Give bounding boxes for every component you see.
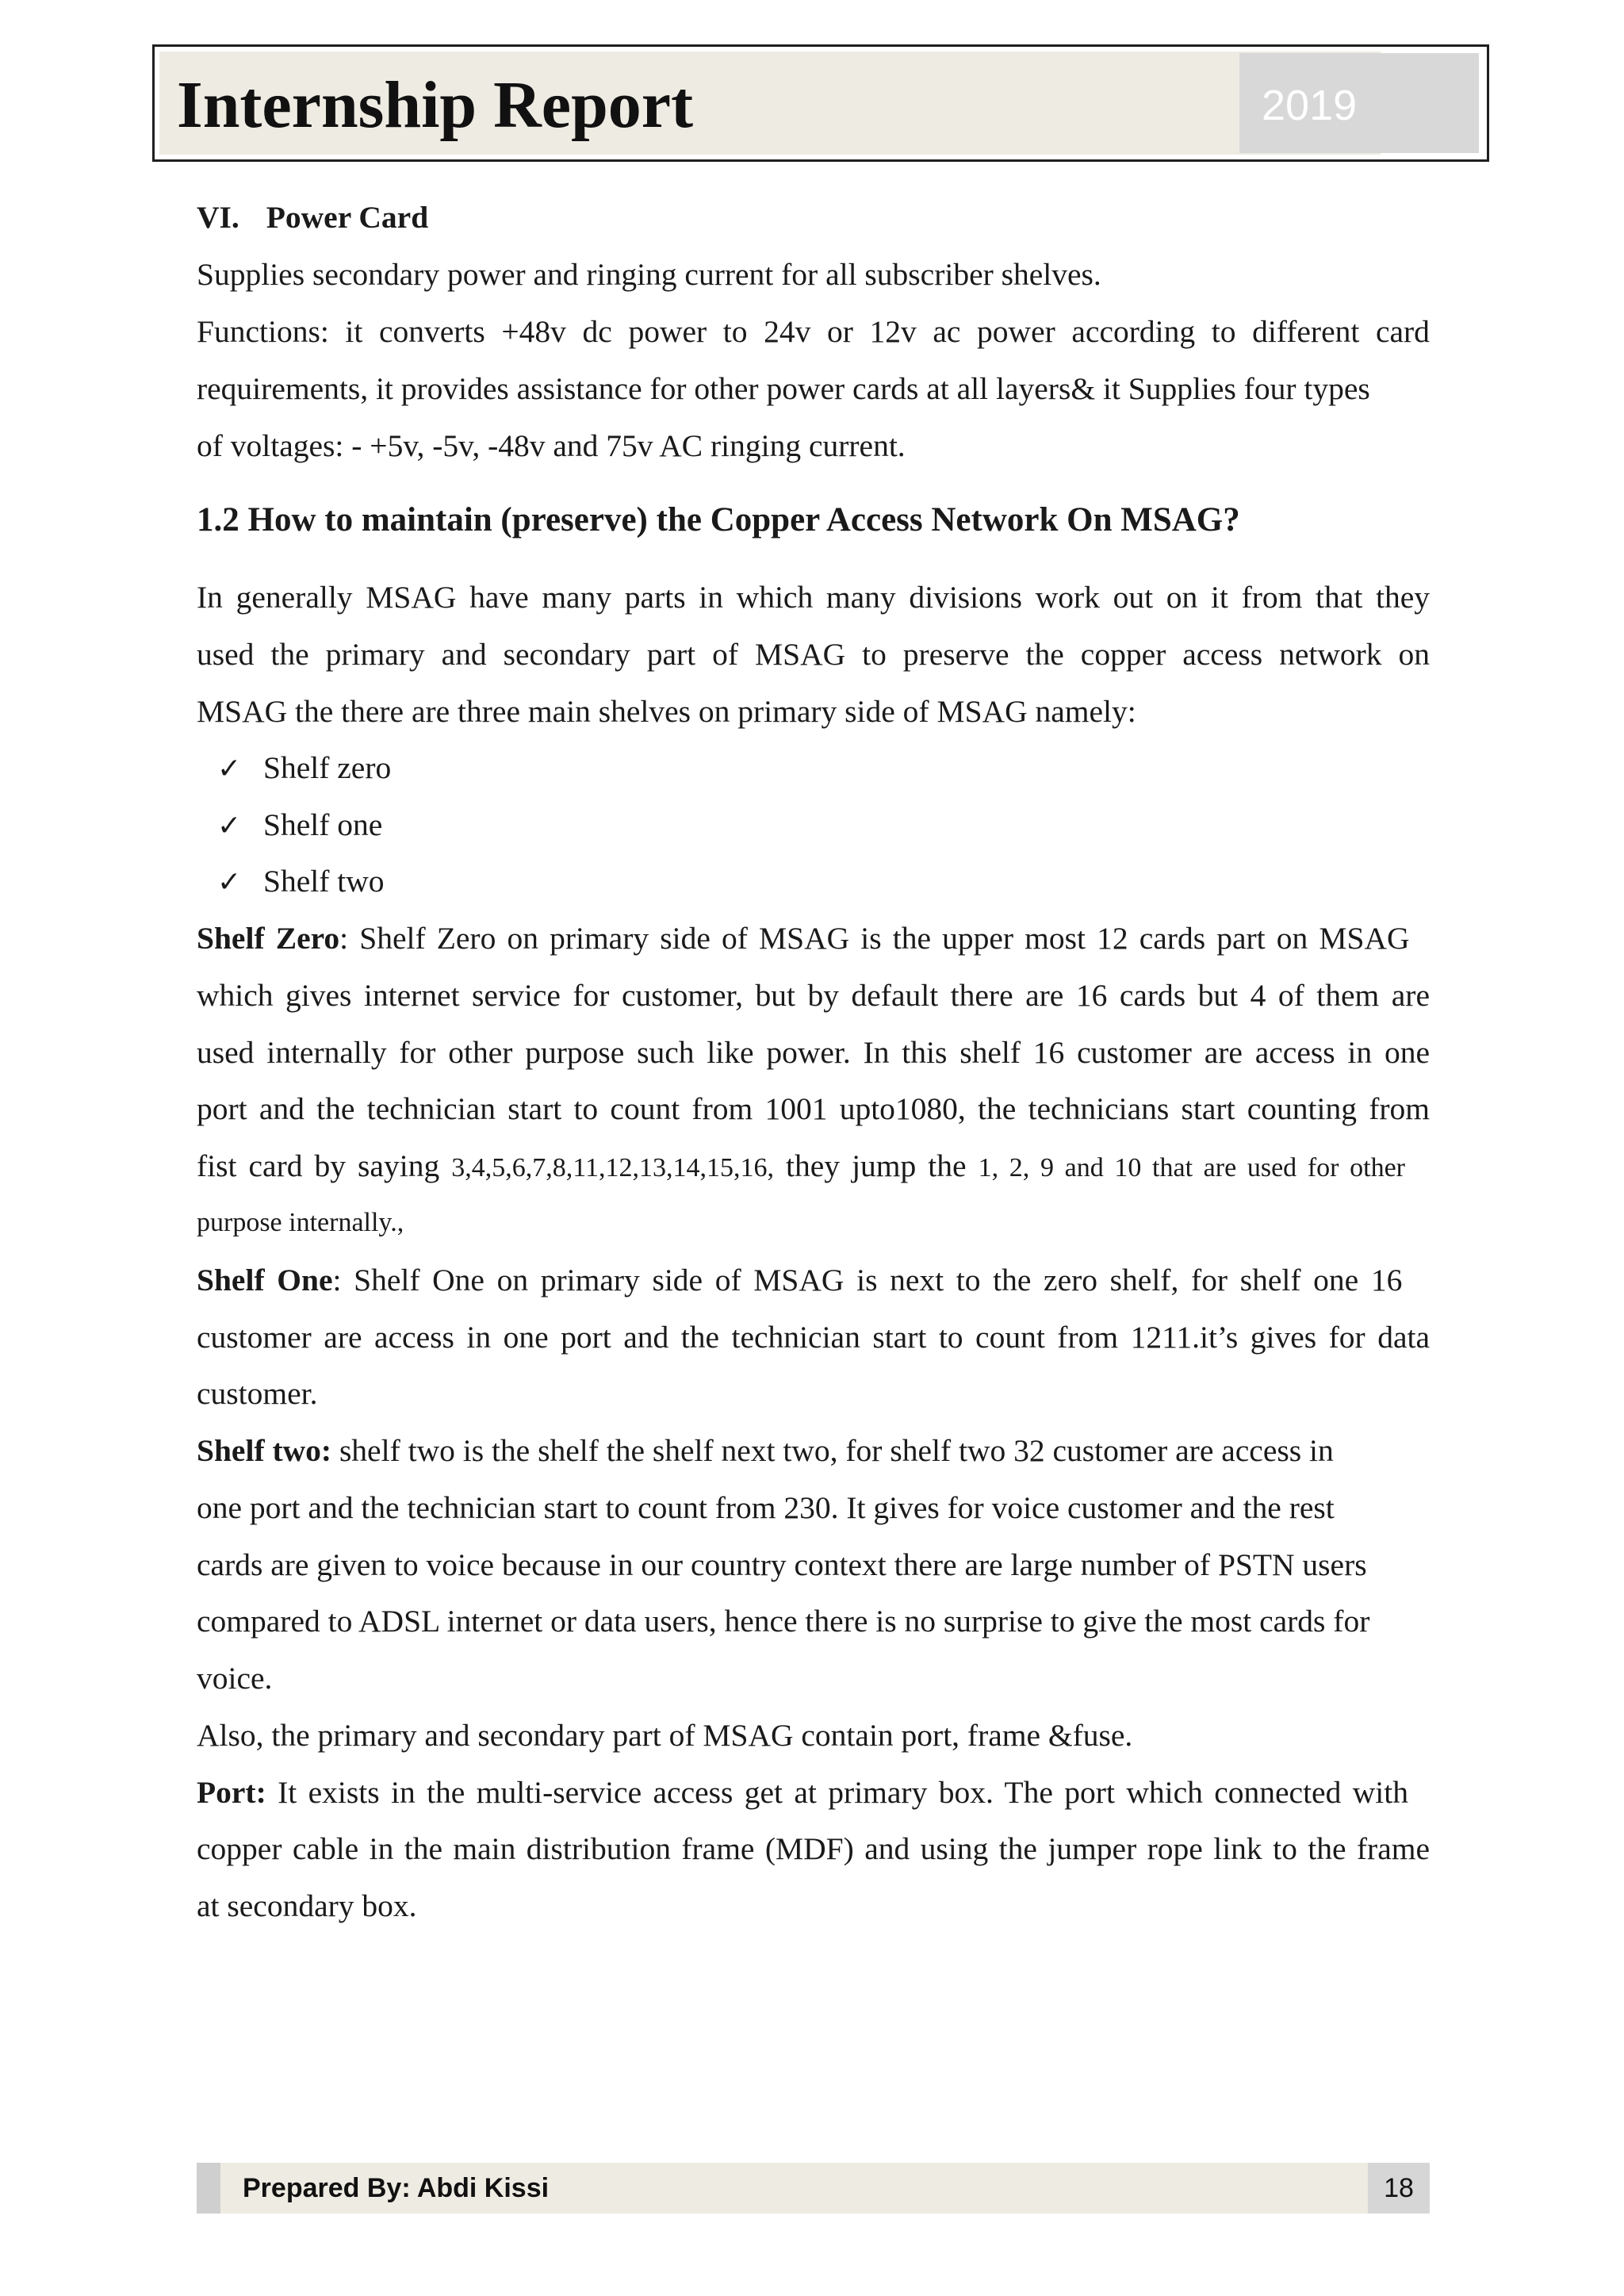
functions-line-2: requirements, it provides assistance for other power cards at all layers& it Supplies four types [197,371,1370,406]
shelf-zero-line-5 [197,1147,1405,1187]
shelf-zero-label: Shelf Zero [197,921,340,956]
shelf-zero-line-2: which gives internet service for customer, but by default there are 16 cards but 4 of them are [197,978,1430,1013]
shelf-list-item [217,862,385,902]
shelf-zero-card-list: 3,4,5,6,7,8,11,12,13,14,15,16, [451,1153,774,1182]
functions-word: 24v [764,314,811,349]
functions-word: converts [378,314,485,349]
section-vi-number: VI. [197,200,239,235]
shelf-list-item-label: Shelf zero [263,750,392,785]
shelf-zero-line-3: used internally for other purpose such like power. In this shelf 16 customer are access in one [197,1035,1430,1070]
port-text: It exists in the multi-service access get at primary box. The port which connected with [266,1775,1408,1810]
footer-page-box [1368,2163,1430,2214]
shelf-two-label: Shelf two: [197,1433,332,1468]
section-1-2-para-line-1: In generally MSAG have many parts in which many divisions work out on it from that they [197,580,1430,615]
shelf-two-line-1 [197,1432,1334,1470]
shelf-list-item-label: Shelf two [263,864,385,899]
functions-word: or [826,314,853,349]
footer-prepared-by: Prepared By: Abdi Kissi [243,2173,550,2203]
section-1-2-para-line-2: used the primary and secondary part of MSAG to preserve the copper access network on [197,637,1430,672]
functions-word: dc [582,314,612,349]
footer-accent-bar [197,2163,220,2214]
checkmark-icon: ✓ [217,810,242,842]
shelf-two-line-3: cards are given to voice because in our country context there are large number of PSTN users [197,1547,1367,1582]
shelf-two-line-4: compared to ADSL internet or data users, hence there is no surprise to give the most cards for [197,1604,1370,1639]
shelf-two-line-2: one port and the technician start to count from 230. It gives for voice customer and the rest [197,1490,1335,1525]
functions-word: power [977,314,1055,349]
shelf-zero-skipped-cards: 1, 2, 9 and 10 that are used for other [978,1153,1405,1182]
power-card-description: Supplies secondary power and ringing current for all subscriber shelves. [197,257,1101,292]
shelf-one-line-3: customer. [197,1376,318,1411]
shelf-zero-text: : Shelf Zero on primary side of MSAG is the upper most 12 cards part on MSAG [339,921,1410,956]
functions-word: different [1252,314,1360,349]
also-line: Also, the primary and secondary part of MSAG contain port, frame &fuse. [197,1718,1133,1753]
functions-line-3: of voltages: - +5v, -5v, -48v and 75v AC ringing current. [197,428,906,463]
shelf-one-line-2: customer are access in one port and the technician start to count from 1211.it’s gives for data [197,1320,1430,1355]
shelf-two-text: shelf two is the shelf the shelf next two, for shelf two 32 customer are access in [331,1433,1334,1468]
shelf-zero-text: they jump the [773,1148,979,1183]
shelf-zero-line-4: port and the technician start to count from 1001 upto1080, the technicians start counting from [197,1091,1430,1126]
functions-word: according [1071,314,1196,349]
functions-word: +48v [501,314,566,349]
port-line-2: copper cable in the main distribution frame (MDF) and using the jumper rope link to the frame [197,1831,1430,1866]
report-title: Internship Report [177,68,694,142]
functions-word: ac [933,314,961,349]
functions-word: Functions: [197,314,329,349]
shelf-list-item [217,806,382,845]
port-line-3: at secondary box. [197,1888,417,1923]
section-1-2-heading: 1.2 How to maintain (preserve) the Copper Access Network On MSAG? [197,501,1240,539]
functions-word: to [722,314,748,349]
shelf-zero-text: fist card by saying [197,1148,452,1183]
page-header [152,44,1489,162]
section-1-2-para-line-3: MSAG the there are three main shelves on primary side of MSAG namely: [197,694,1136,729]
functions-word: it [345,314,363,349]
functions-word: to [1211,314,1236,349]
port-label: Port: [197,1775,266,1810]
header-title-box [159,52,1381,155]
functions-word: 12v [869,314,917,349]
section-vi-title: Power Card [266,200,429,235]
shelf-zero-line-1 [197,919,1410,957]
shelf-list-item [217,749,391,788]
report-year: 2019 [1262,82,1358,129]
functions-line [197,312,1430,351]
shelf-one-label: Shelf One [197,1263,333,1297]
shelf-one-line-1 [197,1261,1402,1299]
section-vi-heading [197,198,428,236]
functions-word: power [628,314,707,349]
page-number: 18 [1384,2173,1414,2203]
port-line-1 [197,1773,1408,1811]
shelf-zero-line-6: purpose internally., [197,1208,404,1237]
shelf-two-line-5: voice. [197,1661,273,1696]
shelf-list-item-label: Shelf one [263,807,383,842]
page-footer [197,2163,1430,2214]
checkmark-icon: ✓ [217,866,242,899]
functions-word: card [1375,314,1430,349]
checkmark-icon: ✓ [217,753,242,785]
header-year-box [1239,53,1479,153]
shelf-one-text: : Shelf One on primary side of MSAG is next to the zero shelf, for shelf one 16 [332,1263,1403,1297]
